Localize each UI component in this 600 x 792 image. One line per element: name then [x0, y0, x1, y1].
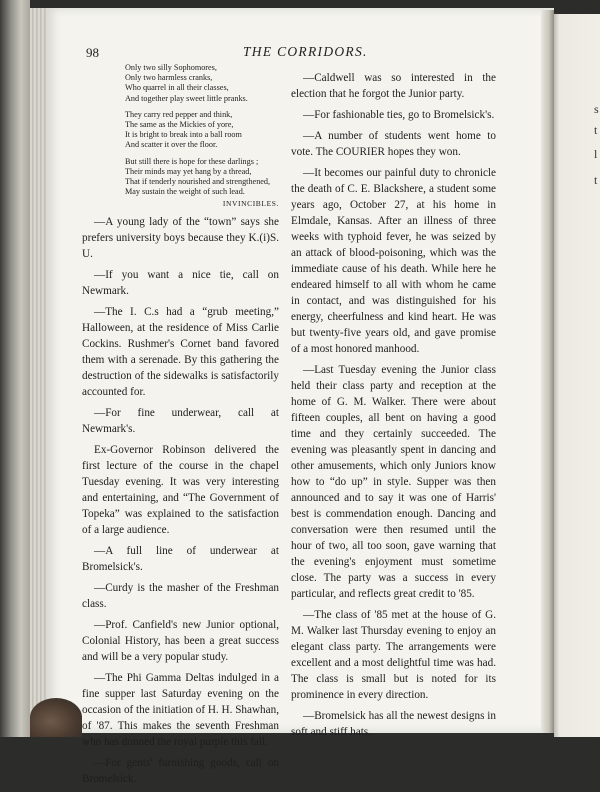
news-item: —For fine underwear, call at Newmark's. — [82, 406, 279, 435]
news-item: —A young lady of the “town” says she prefers university boys because they K.(i)S. U. — [82, 215, 279, 260]
news-item: —Bromelsick has all the newest designs in soft and stiff hats. — [291, 710, 496, 738]
facing-page-fragment: s — [594, 102, 599, 116]
news-item: —The class of '85 met at the house of G. M. Walker last Thursday evening to enjoy an elegant class party. The arrangements were excellent and a most delightful time was had. The class is small but is noted for its prominence in every direction. — [291, 609, 496, 701]
poem-line: Their minds may yet hang by a thread, — [125, 166, 252, 176]
news-item: —It becomes our painful duty to chronicle the death of C. E. Blackshere, a student some years ago, October 27, at his home in Elmdale, Kansas. After an illness of three weeks with typhoid fever, he was seized by an attack of blood-poisoning, which was the immediate cause of his death. While here he endeared himself to all with whom he came in contact, and was distinguished for his energy, cheerfulness and kind heart. He was but twenty-five years old, and gave promise of a most honored manhood. — [291, 167, 496, 355]
poem-line: May sustain the weight of such lead. — [125, 187, 245, 197]
news-item: —Prof. Canfield's new Junior optional, Colonial History, has been a great success and will be a very popular study. — [82, 618, 279, 663]
right-column — [291, 70, 496, 745]
facing-page-fragment: t — [594, 173, 598, 187]
page-number: 98 — [86, 45, 99, 60]
news-item: —The I. C.s had a “grub meeting,” Halloween, at the residence of Miss Carlie Cockins. Rushmer's Cornet band favored them with a serenade. By this gathering the destruction of the sidewalks is satisfactorily accounted for. — [82, 305, 279, 398]
left-column — [82, 63, 279, 792]
news-item: —If you want a nice tie, call on Newmark. — [82, 268, 279, 297]
poem-line: But still there is hope for these darlings ; — [125, 156, 259, 166]
facing-page-fragment: l — [594, 147, 598, 161]
poem-stanza — [125, 110, 279, 151]
news-item: —Caldwell was so interested in the election that he forgot the Junior party. — [291, 72, 496, 100]
news-item: —Curdy is the masher of the Freshman class. — [82, 581, 279, 610]
news-item: —A full line of underwear at Bromelsick's. — [82, 544, 279, 573]
news-item: —Last Tuesday evening the Junior class held their class party and reception at the home of G. M. Walker. There were about fifteen couples, all bent on having a good time and they certainly succeeded. The evening was pleasantly spent in dancing and other amusements, which only Juniors know how to “do up” in style. Supper was then announced and to say it was one of Harris' best is commendation enough. Dancing and conversation were then resumed until the hour of two, all too soon, gave warning that the evening's enjoyment must sometime close. The party was a success in every particular, and reflects great credit to '85. — [291, 364, 496, 600]
page-gutter-shadow — [541, 10, 554, 733]
poem-line: That if tenderly nourished and strengthened, — [125, 177, 271, 187]
poem-line: And together play sweet little pranks. — [125, 93, 248, 103]
news-item: —For gents' furnishing goods, call on Bromelsick. — [82, 756, 279, 785]
poem-line: And scatter it over the floor. — [125, 140, 218, 150]
poem-signature: INVINCIBLES. — [222, 199, 279, 209]
poem-line: The same as the Mickies of yore, — [125, 120, 234, 130]
poem-line: They carry red pepper and think, — [125, 109, 233, 119]
news-item: —A number of students went home to vote. The COURIER hopes they won. — [291, 130, 496, 158]
news-item: Ex-Governor Robinson delivered the first lecture of the course in the chapel Tuesday evening. It was very interesting and entertaining, and “The Government of Topeka” was explained to the satisfaction of a large audience. — [82, 443, 279, 536]
running-head: THE CORRIDORS. — [243, 44, 368, 59]
book-spine — [0, 0, 30, 737]
poem-stanza — [125, 63, 279, 104]
news-item: —For fashionable ties, go to Bromelsick's. — [303, 109, 495, 121]
poem-stanza — [125, 157, 279, 198]
news-item: —The Phi Gamma Deltas indulged in a fine supper last Saturday evening on the occasion of the initiation of H. H. Shawhan, of '87. This makes the seventh Freshman who has donned the royal purple this fall. — [82, 671, 279, 748]
poem-line: Only two harmless cranks, — [125, 73, 213, 83]
thumb-in-frame — [30, 698, 82, 737]
poem-line: It is bright to break into a ball room — [125, 130, 242, 140]
facing-page-fragment: t — [594, 123, 598, 137]
poem — [125, 63, 279, 210]
poem-line: Who quarrel in all their classes, — [125, 83, 229, 93]
poem-line: Only two silly Sophomores, — [125, 63, 217, 72]
